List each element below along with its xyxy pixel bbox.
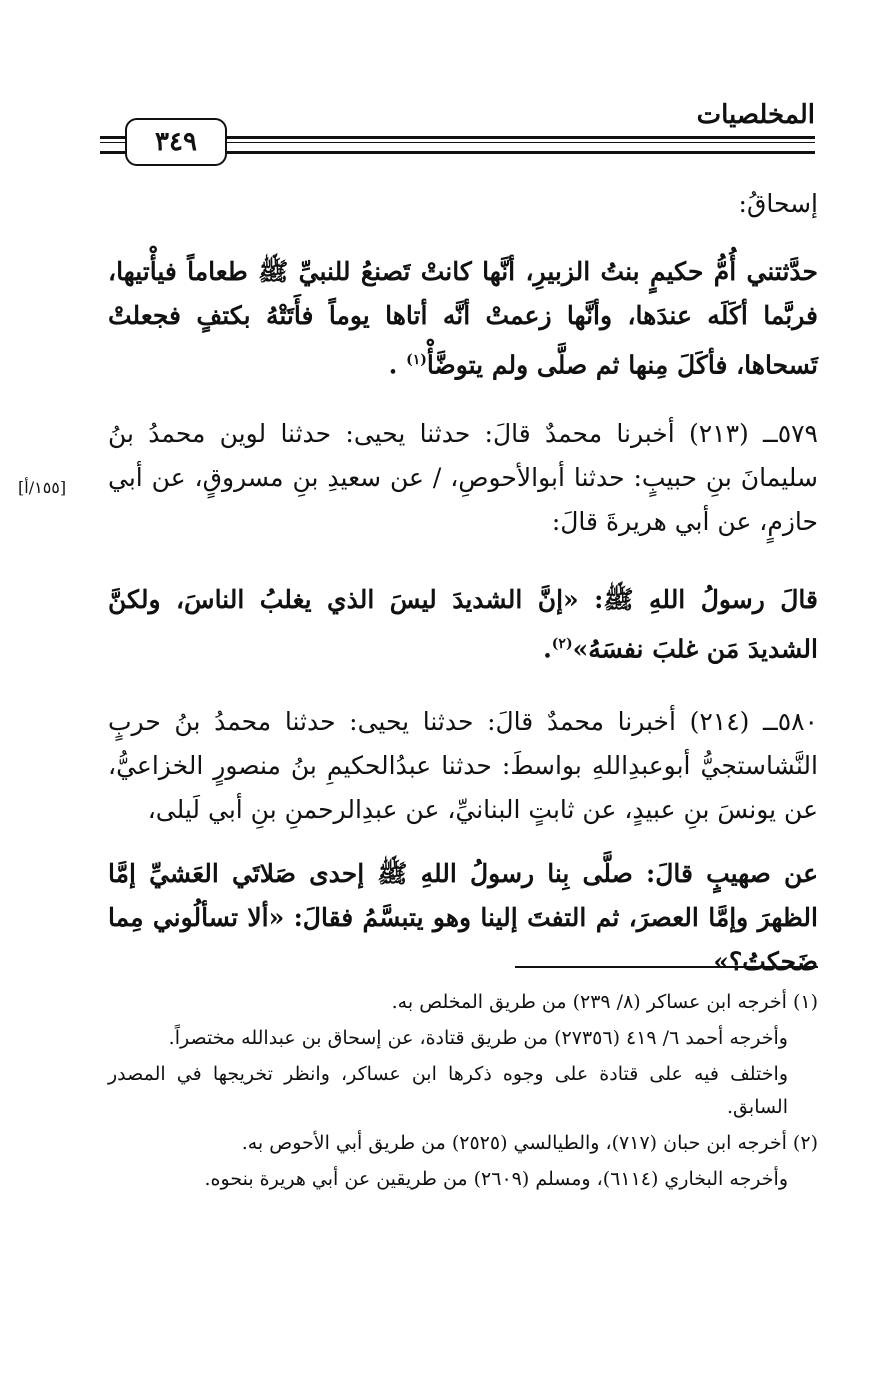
matn-1-text: حدَّثتني أُمُّ حكيمٍ بنتُ الزبيرِ، أنَّها كانتْ تَصنعُ للنبيِّ ﷺ طعاماً فيأْتيها، فربَّما أكَلَه عندَها، وأنَّها زعمتْ أنَّه أتاها يوماً فأَتَتْهُ بكتفٍ فجعلتْ تَسحاها، فأكَلَ مِنها ثم صلَّى ولم يتوضَّأْ (108, 257, 818, 380)
footnotes (108, 986, 818, 1199)
isnad-580: ٥٨٠ــ (٢١٤) أخبرنا محمدٌ قالَ: حدثنا يحيى: حدثنا محمدُ بنُ حربٍ النَّشاستجيُّ أبوعبدِاللهِ بواسطَ: حدثنا عبدُالحكيمِ بنُ منصورٍ الخزاعيُّ، عن يونسَ بنِ عبيدٍ، عن ثابتٍ البنانيِّ، عن عبدِالرحمنِ بنِ أبي لَيلى، (108, 707, 818, 824)
hadith-matn-1 (108, 250, 818, 387)
footnote-line: وأخرجه البخاري (٦١١٤)، ومسلم (٢٦٠٩) من طريقين عن أبي هريرة بنحوه. (204, 1168, 788, 1190)
isnad-579: ٥٧٩ــ (٢١٣) أخبرنا محمدٌ قالَ: حدثنا يحيى: حدثنا لوين محمدُ بنُ سليمانَ بنِ حبيبٍ: حدثنا أبوالأحوصِ، / عن سعيدِ بنِ مسروقٍ، عن أبي حازمٍ، عن أبي هريرةَ قالَ: (108, 419, 818, 536)
footnote-separator (515, 966, 818, 968)
footnote-ref-2: (٢) (551, 636, 573, 652)
footnote-ref-1: (١) (406, 352, 427, 368)
running-title: المخلصيات (696, 100, 815, 130)
matn-579-end: . (543, 634, 552, 664)
footnote-line: (٢) أخرجه ابن حبان (٧١٧)، والطيالسي (٢٥٢٥) من طريق أبي الأحوص به. (241, 1132, 818, 1154)
matn-1-end: . (388, 350, 407, 380)
hadith-matn-579 (108, 578, 818, 671)
text-line-ishaq: إسحاقُ: (738, 189, 818, 218)
page-header (100, 98, 815, 158)
hadith-matn-580: عن صهيبٍ قالَ: صلَّى بِنا رسولُ اللهِ ﷺ إحدى صَلاتَي العَشيِّ إمَّا الظهرَ وإمَّا العصرَ، ثم التفتَ إلينا وهو يتبسَّمُ فقالَ: «ألا تسألُوني مِما ضَحكتُ؟» (108, 859, 818, 976)
footnote-line: (١) أخرجه ابن عساكر (٨/ ٢٣٩) من طريق المخلص به. (391, 991, 818, 1013)
page-number: ٣٤٩ (125, 118, 227, 166)
matn-579-text: قالَ رسولُ اللهِ ﷺ: «إنَّ الشديدَ ليسَ الذي يغلبُ الناسَ، ولكنَّ الشديدَ مَن غلبَ نفسَهُ» (108, 585, 818, 664)
margin-folio-note: [١٥٥/أ] (18, 478, 67, 497)
footnote-line: واختلف فيه على قتادة على وجوه ذكرها ابن عساكر، وانظر تخريجها في المصدر السابق. (108, 1063, 788, 1118)
footnote-line: وأخرجه أحمد ٦/ ٤١٩ (٢٧٣٥٦) من طريق قتادة، عن إسحاق بن عبدالله مختصراً. (168, 1027, 788, 1049)
